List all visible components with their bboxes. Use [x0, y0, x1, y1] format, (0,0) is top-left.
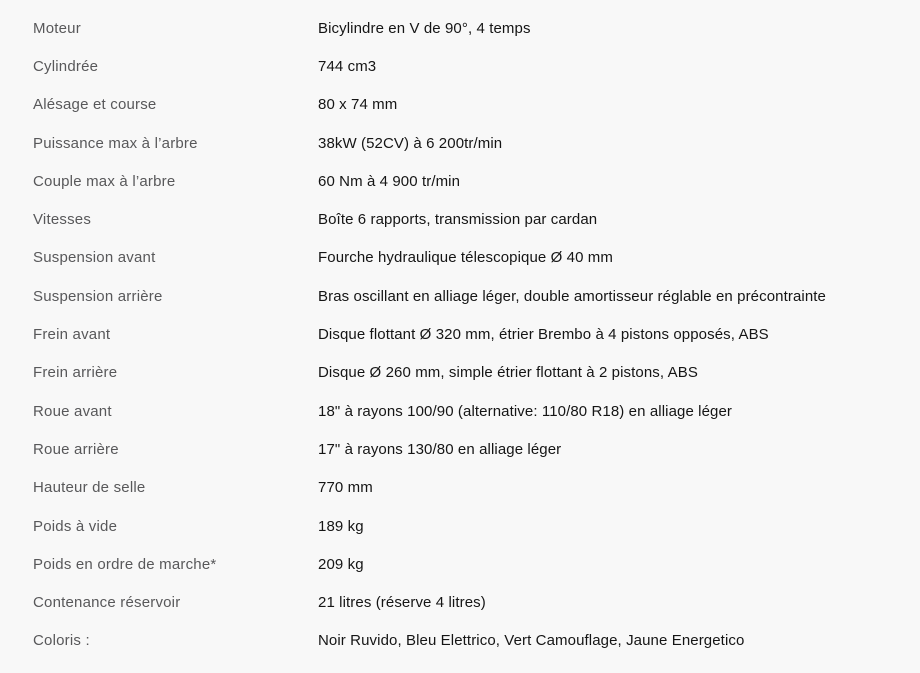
spec-label: Coloris :	[33, 632, 90, 650]
spec-row	[0, 430, 920, 468]
spec-row	[0, 239, 920, 277]
spec-value: 770 mm	[318, 479, 373, 497]
spec-row	[0, 392, 920, 430]
spec-value: 80 x 74 mm	[318, 96, 398, 114]
spec-row	[0, 507, 920, 545]
spec-row	[0, 622, 920, 660]
spec-value: 60 Nm à 4 900 tr/min	[318, 172, 461, 190]
spec-value: 18" à rayons 100/90 (alternative: 110/80 R18) en alliage léger	[318, 402, 733, 420]
spec-row	[0, 86, 920, 124]
spec-label: Frein arrière	[33, 364, 118, 382]
spec-row	[0, 583, 920, 621]
spec-label: Contenance réservoir	[33, 594, 181, 612]
spec-value: Bicylindre en V de 90°, 4 temps	[318, 19, 531, 37]
spec-label: Roue arrière	[33, 440, 119, 458]
spec-label: Poids à vide	[33, 517, 118, 535]
spec-label: Cylindrée	[33, 57, 99, 75]
spec-value: 209 kg	[318, 555, 364, 573]
spec-row	[0, 315, 920, 353]
spec-value: 17" à rayons 130/80 en alliage léger	[318, 440, 562, 458]
spec-label: Suspension avant	[33, 249, 156, 267]
spec-label: Suspension arrière	[33, 287, 163, 305]
spec-value: Boîte 6 rapports, transmission par cardan	[318, 211, 598, 229]
spec-row	[0, 545, 920, 583]
spec-row	[0, 200, 920, 238]
spec-label: Frein avant	[33, 326, 111, 344]
spec-value: Fourche hydraulique télescopique Ø 40 mm	[318, 249, 613, 267]
spec-label: Roue avant	[33, 402, 112, 420]
spec-value: Bras oscillant en alliage léger, double amortisseur réglable en précontrainte	[318, 287, 826, 305]
spec-label: Hauteur de selle	[33, 479, 146, 497]
spec-label: Moteur	[33, 19, 81, 37]
spec-row	[0, 124, 920, 162]
spec-value: 21 litres (réserve 4 litres)	[318, 594, 486, 612]
spec-row	[0, 9, 920, 47]
spec-label: Couple max à l’arbre	[33, 172, 176, 190]
spec-value: 744 cm3	[318, 57, 377, 75]
spec-value: 38kW (52CV) à 6 200tr/min	[318, 134, 503, 152]
spec-label: Puissance max à l’arbre	[33, 134, 198, 152]
spec-value: Disque Ø 260 mm, simple étrier flottant à 2 pistons, ABS	[318, 364, 698, 382]
spec-label: Poids en ordre de marche*	[33, 555, 217, 573]
spec-value: 189 kg	[318, 517, 364, 535]
spec-value: Noir Ruvido, Bleu Elettrico, Vert Camouflage, Jaune Energetico	[318, 632, 745, 650]
spec-row	[0, 277, 920, 315]
spec-row	[0, 47, 920, 85]
spec-row	[0, 469, 920, 507]
spec-row	[0, 162, 920, 200]
spec-label: Alésage et course	[33, 96, 157, 114]
spec-value: Disque flottant Ø 320 mm, étrier Brembo à 4 pistons opposés, ABS	[318, 326, 769, 344]
spec-row	[0, 354, 920, 392]
spec-label: Vitesses	[33, 211, 92, 229]
